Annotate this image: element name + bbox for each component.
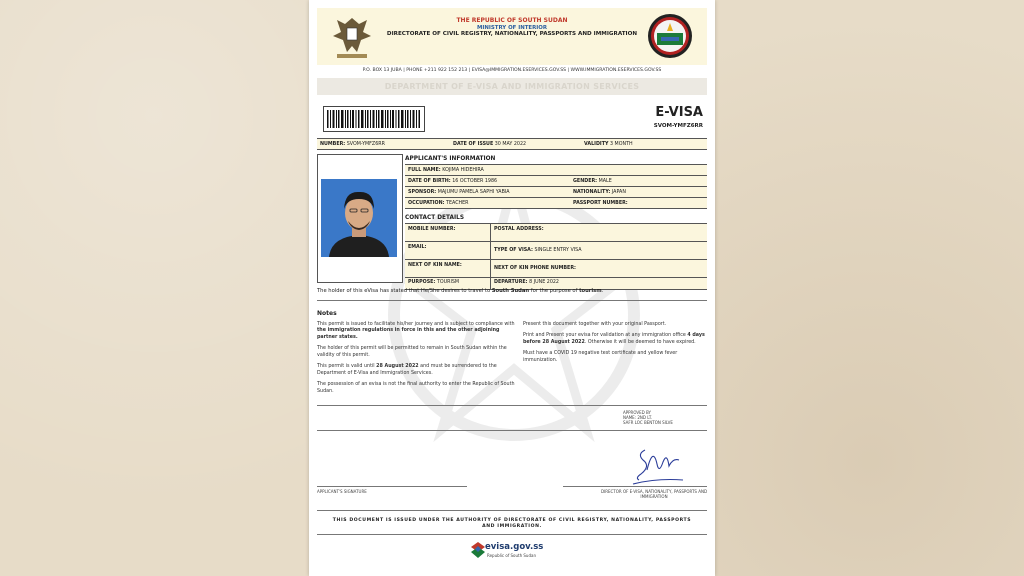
evisa-logo-text: evisa.gov.ss [485, 542, 544, 552]
contact-line: P.O. BOX 13 JUBA | PHONE +211 922 152 213 | EVISA@IMMIGRATION.ESERVICES.GOV.SS | WWW.IMMIGRATION.ESERVICES.GOV.SS [362, 68, 662, 73]
approval-block [623, 410, 673, 426]
departure-label: DEPARTURE: [494, 280, 528, 285]
visa-type-value: SINGLE ENTRY VISA [534, 248, 582, 253]
kin-name-cell [405, 260, 490, 277]
footer-top-divider [317, 510, 707, 511]
note-5: Present this document together with your original Passport. [523, 322, 667, 327]
dob-cell [405, 179, 570, 184]
evisa-code: SVOM-YMFZ6RR [653, 123, 703, 129]
approved-by: APPROVED BY [623, 410, 652, 415]
authority-statement: THIS DOCUMENT IS ISSUED UNDER THE AUTHORITY OF DIRECTORATE OF CIVIL REGISTRY, NATIONALITY, PASSPORTS AND IMMIGRATION. [332, 518, 692, 530]
note-6-pre: Print and Present your evisa for validation at any immigration office [523, 333, 688, 339]
kin-row [405, 260, 707, 278]
note-7: Must have a COVID 19 negative test certificate and yellow fever immunization. [523, 351, 678, 363]
notes-right-column [523, 322, 707, 369]
full-name-row [405, 165, 707, 176]
sponsor-label: SPONSOR: [408, 189, 437, 195]
statement-pre: The holder of this eVisa has stated that He/She desires to travel to [317, 288, 492, 294]
contact-details-table [405, 223, 707, 290]
sponsor-row [405, 187, 707, 198]
nationality-label: NATIONALITY: [573, 189, 611, 195]
director-signature-label: DIRECTOR OF E-VISA, NATIONALITY, PASSPORTS AND IMMIGRATION [600, 489, 708, 500]
issue-date-label: DATE OF ISSUE [453, 141, 494, 147]
nationality-cell [570, 190, 626, 195]
contact-details-title: CONTACT DETAILS [405, 215, 465, 221]
footer-bottom-divider [317, 534, 707, 535]
mobile-label: MOBILE NUMBER: [408, 227, 456, 232]
full-name-cell [405, 168, 484, 173]
purpose-label: PURPOSE: [408, 280, 436, 285]
note-1 [317, 322, 515, 341]
evisa-logo-icon [471, 542, 485, 558]
dob-value: 16 OCTOBER 1986 [452, 178, 498, 184]
note-1-text: This permit is issued to facilitate his/her journey and is subject to compliance with [317, 322, 515, 327]
applicant-info-table [405, 164, 707, 209]
note-6-post: . Otherwise it will be deemed to have expired. [584, 339, 696, 345]
departure-value: 8 JUNE 2022 [529, 280, 559, 285]
statement-post: . [601, 288, 604, 294]
applicant-signature-label: APPLICANT'S SIGNATURE [317, 489, 367, 494]
note-3-post: and must be surrendered to the Department of E-Visa and Immigration Services. [317, 364, 497, 376]
email-cell [405, 242, 490, 259]
validity-cell [581, 142, 633, 147]
occupation-row [405, 198, 707, 209]
applicant-section [405, 154, 707, 290]
gender-label: GENDER: [573, 178, 598, 184]
passport-cell [570, 201, 628, 206]
occupation-value: TEACHER [446, 200, 469, 206]
kin-name-label: NEXT OF KIN NAME: [408, 263, 462, 268]
approver-name: NAME: 2ND LT. [623, 415, 653, 421]
republic-title: THE REPUBLIC OF SOUTH SUDAN [456, 17, 568, 24]
note-6 [523, 333, 707, 346]
evisa-document [309, 0, 715, 576]
passport-label: PASSPORT NUMBER: [573, 200, 628, 206]
statement-divider [317, 300, 707, 301]
statement-purpose: tourism [579, 288, 602, 294]
issue-date-value: 30 MAY 2022 [494, 141, 527, 147]
barcode-icon [323, 106, 425, 132]
director-signature-icon [627, 440, 687, 490]
sponsor-value: MAJUMU PAMELA SAPHI YABIA [437, 189, 510, 195]
note-4: The possession of an evisa is not the final authority to enter the Republic of South Sudan. [317, 382, 515, 394]
visa-number-label: NUMBER: [320, 141, 346, 147]
coat-of-arms-icon [329, 12, 375, 62]
visa-number-value: SVOM-YMFZ6RR [346, 141, 385, 147]
nationality-value: JAPAN [611, 189, 626, 195]
applicant-signature-line [317, 486, 467, 487]
note-6-bold: 4 days before 28 August 2022 [523, 333, 705, 345]
validity-value: 3 MONTH [609, 141, 633, 147]
email-label: EMAIL: [408, 245, 427, 250]
mobile-row [405, 224, 707, 242]
travel-statement [317, 288, 707, 294]
dob-row [405, 176, 707, 187]
full-name-value: KOJIMA HIDEHIRA [442, 167, 484, 173]
postal-cell [490, 224, 707, 241]
note-3 [317, 364, 515, 377]
director-signature-line [563, 486, 707, 487]
issue-date-cell [450, 142, 581, 147]
notes-title: Notes [317, 310, 337, 317]
visa-type-label: TYPE OF VISA: [494, 248, 533, 253]
document-header [317, 8, 707, 65]
visa-number-cell [317, 142, 450, 147]
visa-info-bar [317, 138, 707, 150]
directorate-title: DIRECTORATE OF CIVIL REGISTRY, NATIONALITY, PASSPORTS AND IMMIGRATION [386, 31, 638, 38]
evisa-logo [469, 540, 559, 562]
statement-country: South Sudan [491, 288, 530, 294]
evisa-title: E-VISA [655, 105, 703, 120]
note-1-bold: the immigration regulations in force in this and the other adjoining partner states. [317, 328, 500, 340]
note-3-bold: 28 August 2022 [376, 364, 419, 370]
kin-phone-cell [490, 260, 707, 277]
immigration-seal-icon [647, 13, 693, 59]
mobile-cell [405, 224, 490, 241]
visa-type-cell [490, 242, 707, 259]
sponsor-cell [405, 190, 570, 195]
validity-label: VALIDITY [584, 141, 609, 147]
statement-mid: for the purpose of [529, 288, 580, 294]
gender-value: MALE [598, 178, 612, 184]
applicant-photo [317, 154, 403, 283]
notes-left-column [317, 322, 515, 400]
kin-phone-label: NEXT OF KIN PHONE NUMBER: [494, 266, 576, 271]
note-2: The holder of this permit will be permitted to remain in South Sudan within the validity of this permit. [317, 346, 507, 358]
postal-label: POSTAL ADDRESS: [494, 227, 544, 232]
email-row [405, 242, 707, 260]
applicant-portrait-icon [321, 179, 397, 257]
note-3-pre: This permit is valid until [317, 364, 377, 370]
department-banner: DEPARTMENT OF E-VISA AND IMMIGRATION SERVICES [317, 78, 707, 95]
notes-divider [317, 405, 707, 406]
ministry-title: MINISTRY OF INTERIOR [477, 24, 547, 31]
purpose-value: TOURISM [436, 280, 460, 285]
evisa-logo-subtitle: Republic of South Sudan [487, 553, 536, 558]
dob-label: DATE OF BIRTH: [408, 178, 451, 184]
applicant-info-title: APPLICANT'S INFORMATION [405, 156, 496, 162]
full-name-label: FULL NAME: [408, 167, 441, 173]
occupation-cell [405, 201, 570, 206]
gender-cell [570, 179, 612, 184]
approval-divider [317, 430, 707, 431]
occupation-label: OCCUPATION: [408, 200, 445, 206]
approver-detail: SAFR LOC BENTON SILVE [623, 420, 673, 426]
